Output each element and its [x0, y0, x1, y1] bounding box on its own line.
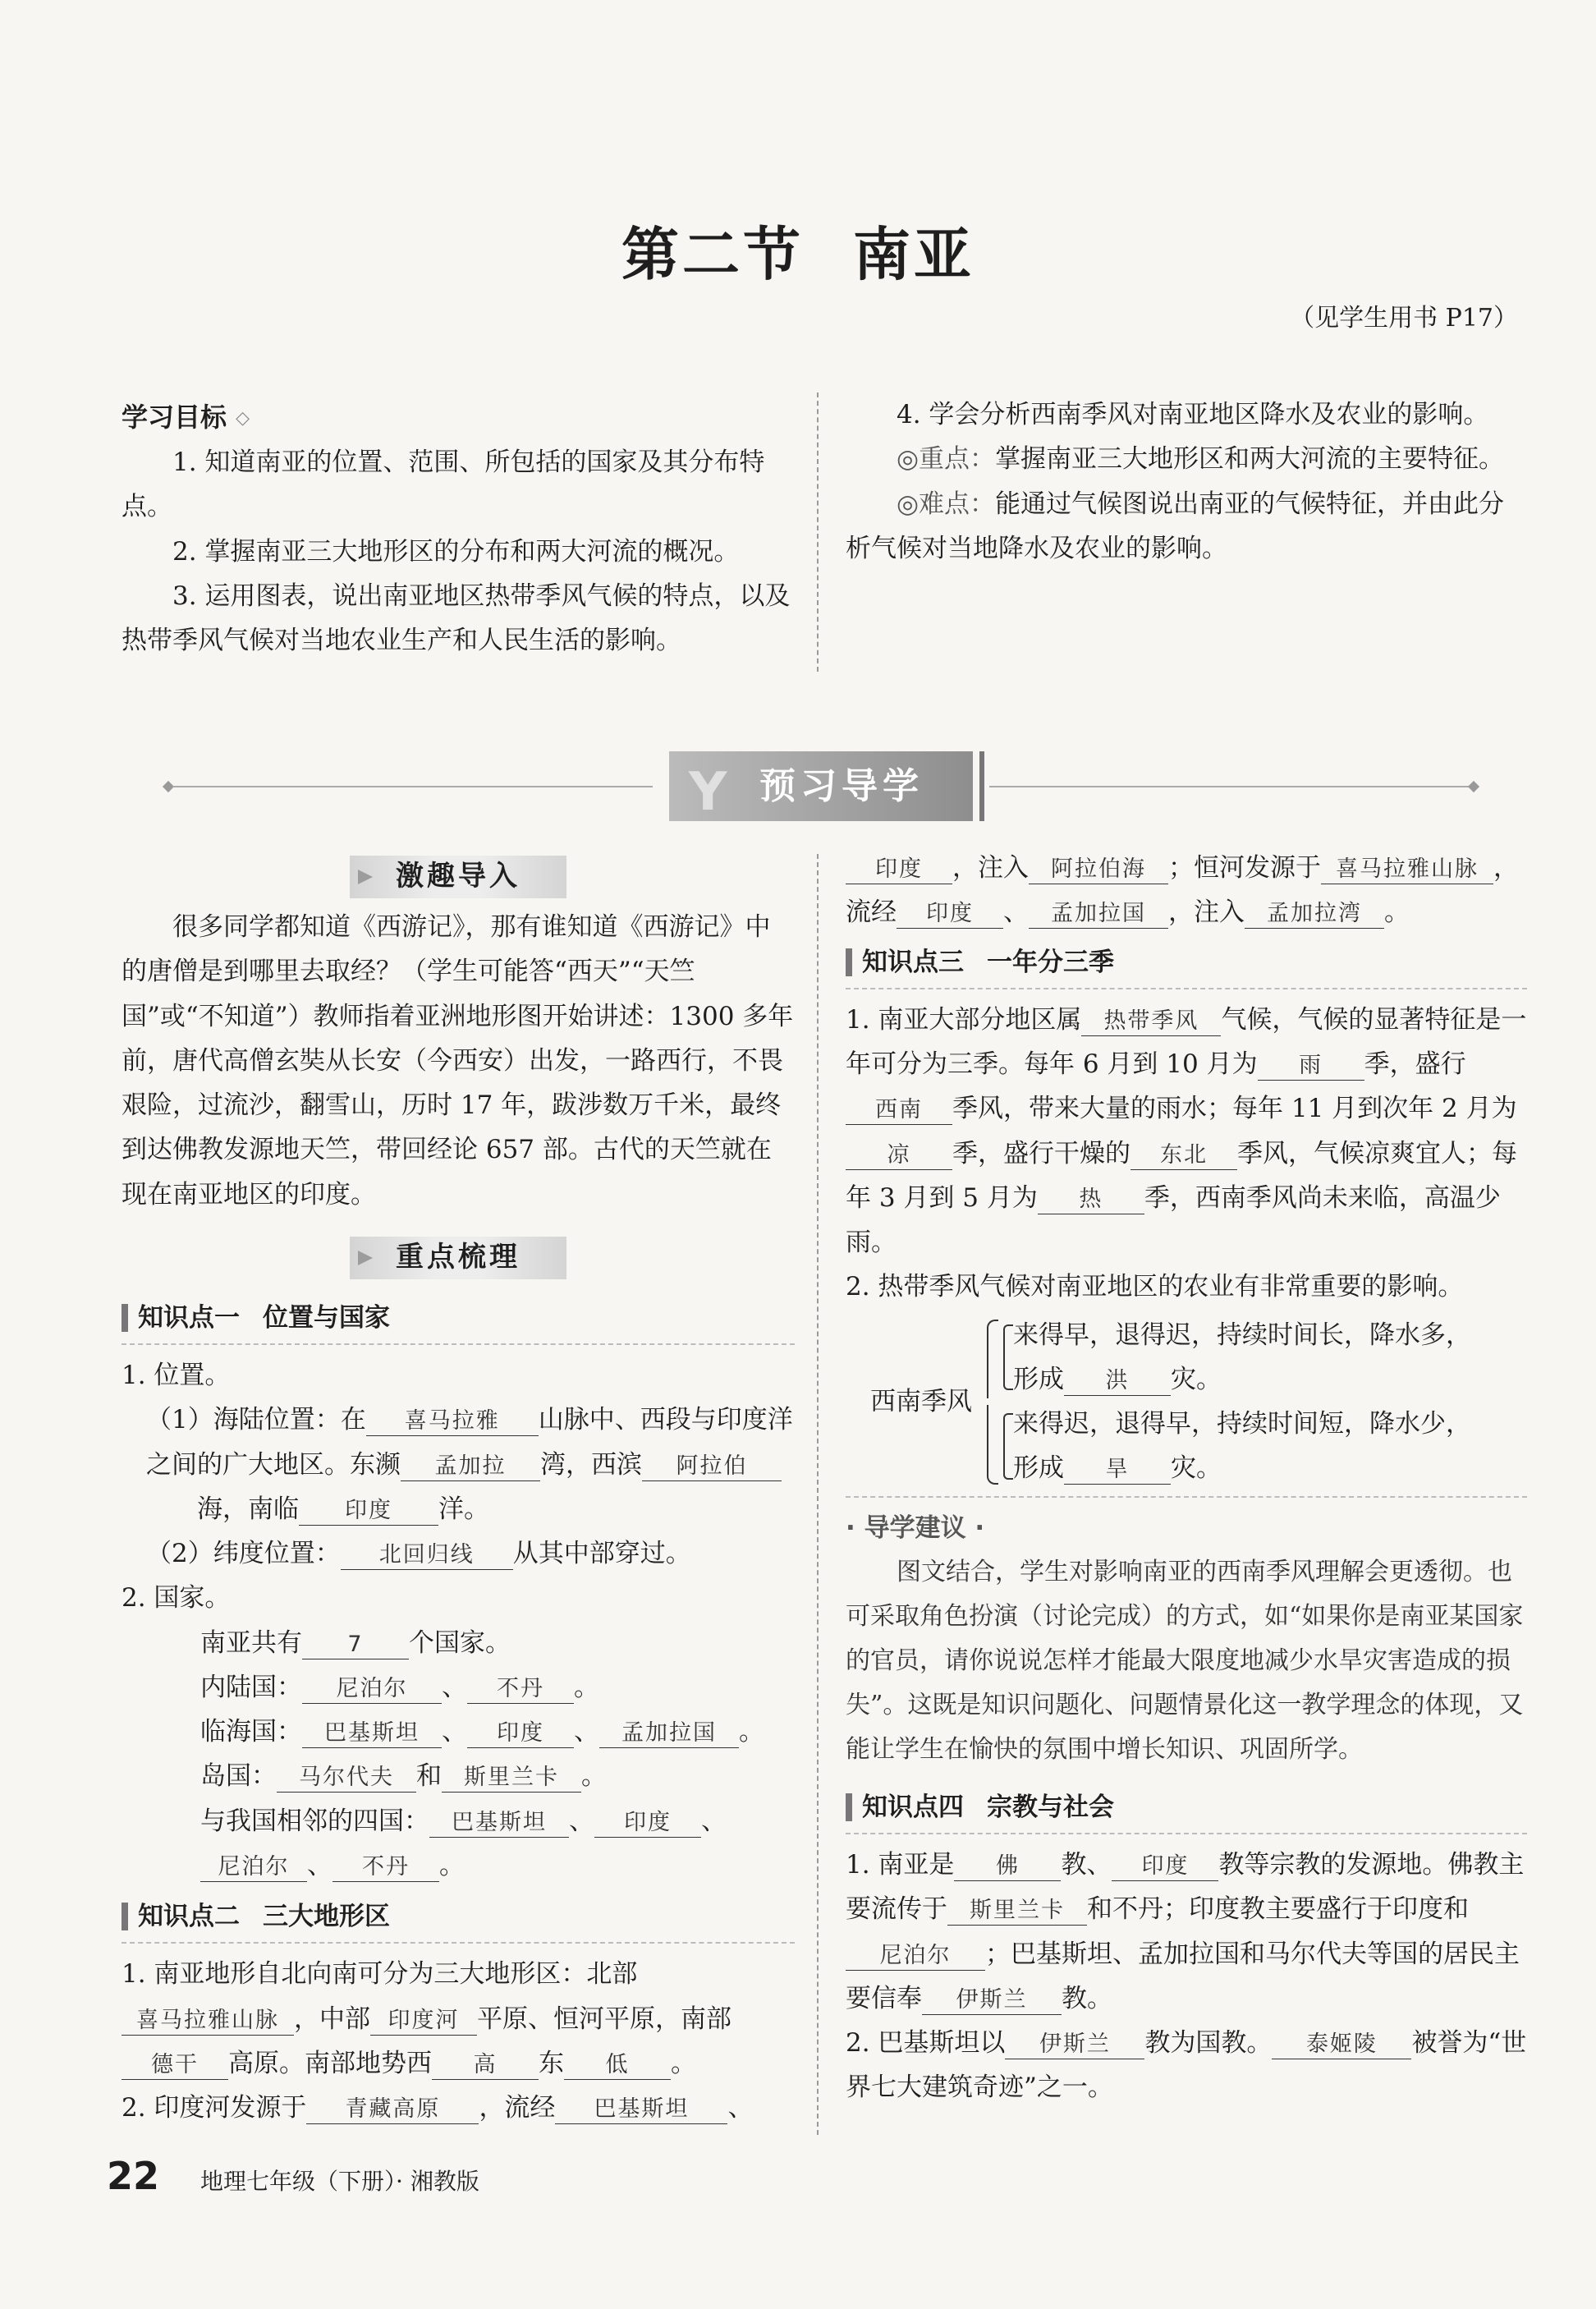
kp1-countries: 2. 国家。	[122, 1583, 231, 1614]
book-title: 地理七年级（下册）· 湘教版	[200, 2168, 479, 2195]
right-column	[846, 846, 1527, 2110]
kp2-terrain: 1. 南亚地形自北向南可分为三大地形区：北部喜马拉雅山脉 ，中部 印度河 平原、恒河平原，南部德干 高原。南部地势西 高 东 低 。	[122, 1952, 795, 2086]
intro-text: 很多同学都知道《西游记》，那有谁知道《西游记》中的唐僧是到哪里去取经？（学生可能答“西天”“天竺国”或“不知道”）教师指着亚洲地形图开始讲述：1300 多年前，唐代高僧玄奘从长安（今西安）出发，一路西行，不畏艰险，过流沙，翻雪山，历时 17 年，跋涉数万千米，最终到达佛教发源地天竺，带回经论 657 部。古代的天竺就在现在南亚地区的印度。	[122, 912, 794, 1210]
column-divider	[817, 854, 819, 2135]
monsoon-label: 西南季风	[870, 1386, 972, 1416]
goals-left	[122, 394, 795, 663]
kp1-country-list: 南亚共有 7 个国家。 内陆国： 尼泊尔 、 不丹 。 临海国： 巴基斯坦 、 印度 、 孟加拉国 。 岛国： 马尔代夫 和 斯里兰卡 。 与我国相邻的四国： 巴基斯坦 、 印度 、尼泊尔 、 不丹 。	[122, 1621, 795, 1889]
page-title	[0, 220, 1596, 289]
kp1-position: 1. 位置。	[122, 1361, 231, 1390]
kp2-indus-start: 2. 印度河发源于 青藏高原 ，流经 巴基斯坦 、	[122, 2086, 795, 2130]
kp4-pakistan: 2. 巴基斯坦以 伊斯兰 教为国教。 泰姬陵 被誉为“世界七大建筑奇迹”之一。	[846, 2028, 1527, 2103]
kp4-religion: 1. 南亚是 佛 教、 印度 教等宗教的发源地。佛教主要流传于 斯里兰卡 和不丹；印度教主要盛行于印度和尼泊尔 ；巴基斯坦、孟加拉国和马尔代夫等国的居民主要信奉 伊斯兰 教。	[846, 1843, 1527, 2021]
left-column	[122, 854, 795, 2130]
intro-heading: 激趣导入	[122, 854, 795, 900]
kp3-agriculture: 2. 热带季风气候对南亚地区的农业有非常重要的影响。	[846, 1272, 1464, 1302]
kp1-latitude: （2）纬度位置： 北回归线 从其中部穿过。	[122, 1531, 795, 1576]
footer	[107, 2143, 479, 2210]
kp3-heading: 知识点三 一年分三季	[846, 940, 1527, 989]
kp4-heading: 知识点四 宗教与社会	[846, 1785, 1527, 1834]
kp1-heading: 知识点一 位置与国家	[122, 1296, 795, 1345]
difficult-point: ◎难点：能通过气候图说出南亚的气候特征，并由此分析气候对当地降水及农业的影响。	[846, 489, 1505, 563]
monsoon-diagram	[870, 1313, 1527, 1491]
flood-result: 形成 洪 灾。	[1013, 1357, 1471, 1402]
goals-divider	[817, 392, 819, 672]
goal-item-2: 2. 掌握南亚三大地形区的分布和两大河流的概况。	[172, 536, 740, 567]
goal-item-1: 1. 知道南亚的位置、范围、所包括的国家及其分布特点。	[122, 448, 765, 522]
kp2-rivers: 印度 ，注入 阿拉伯海 ；恒河发源于 喜马拉雅山脉 ，流经 印度 、 孟加拉国 ，注入 孟加拉湾 。	[846, 846, 1527, 935]
kp2-heading: 知识点二 三大地形区	[122, 1894, 795, 1944]
review-heading: 重点梳理	[122, 1235, 795, 1281]
diamond-arrow-icon: ◇	[236, 407, 250, 429]
small-brace-icon	[997, 1402, 1013, 1491]
goal-item-3: 3. 运用图表，说出南亚地区热带季风气候的特点，以及热带季风气候对当地农业生产和人民生活的影响。	[122, 581, 791, 655]
tip-text: 图文结合，学生对影响南亚的西南季风理解会更透彻。也可采取角色扮演（讨论完成）的方式，如“如果你是南亚某国家的官员，请你说说怎样才能最大限度地减少水旱灾害造成的损失”。这既是知识问题化、问题情景化这一教学理念的体现，又能让学生在愉快的氛围中增长知识、巩固所学。	[846, 1557, 1524, 1764]
monsoon-early: 来得早，退得迟，持续时间长，降水多，	[1013, 1320, 1471, 1350]
section-name: 南亚	[853, 220, 975, 288]
kp1-sea-location: （1）海陆位置：在 喜马拉雅 山脉中、西段与印度洋之间的广大地区。东濒 孟加拉 湾，西滨 阿拉伯 海，南临 印度 洋。	[122, 1398, 795, 1531]
small-brace-icon	[997, 1313, 1013, 1402]
page-number: 22	[107, 2154, 160, 2198]
book-reference: （见学生用书 P17）	[1290, 304, 1518, 333]
drought-result: 形成 旱 灾。	[1013, 1446, 1471, 1490]
study-tip	[846, 1496, 1527, 1772]
kp3-seasons: 1. 南亚大部分地区属 热带季风 气候，气候的显著特征是一年可分为三季。每年 6 月到 10 月为 雨 季，盛行西南 季风，带来大量的雨水；每年 11 月到次年 2 月为凉 季，盛行干燥的 东北 季风，气候凉爽宜人；每年 3 月到 5 月为 热 季，西南季风尚未来临，高温少雨。	[846, 1004, 1527, 1257]
goals-heading: 学习目标 ◇	[122, 402, 250, 433]
goals-right	[846, 392, 1527, 571]
section-number: 第二节	[621, 220, 804, 288]
banner-title: Y 预习导学	[669, 751, 973, 821]
key-point: ◎重点：掌握南亚三大地形区和两大河流的主要特征。	[897, 444, 1505, 475]
brace-icon	[979, 1313, 997, 1491]
monsoon-late: 来得迟，退得早，持续时间短，降水少，	[1013, 1409, 1471, 1439]
tip-heading: · 导学建议 ·	[846, 1513, 985, 1543]
preview-banner	[164, 751, 1478, 821]
goal-item-4: 4. 学会分析西南季风对南亚地区降水及农业的影响。	[897, 400, 1489, 429]
